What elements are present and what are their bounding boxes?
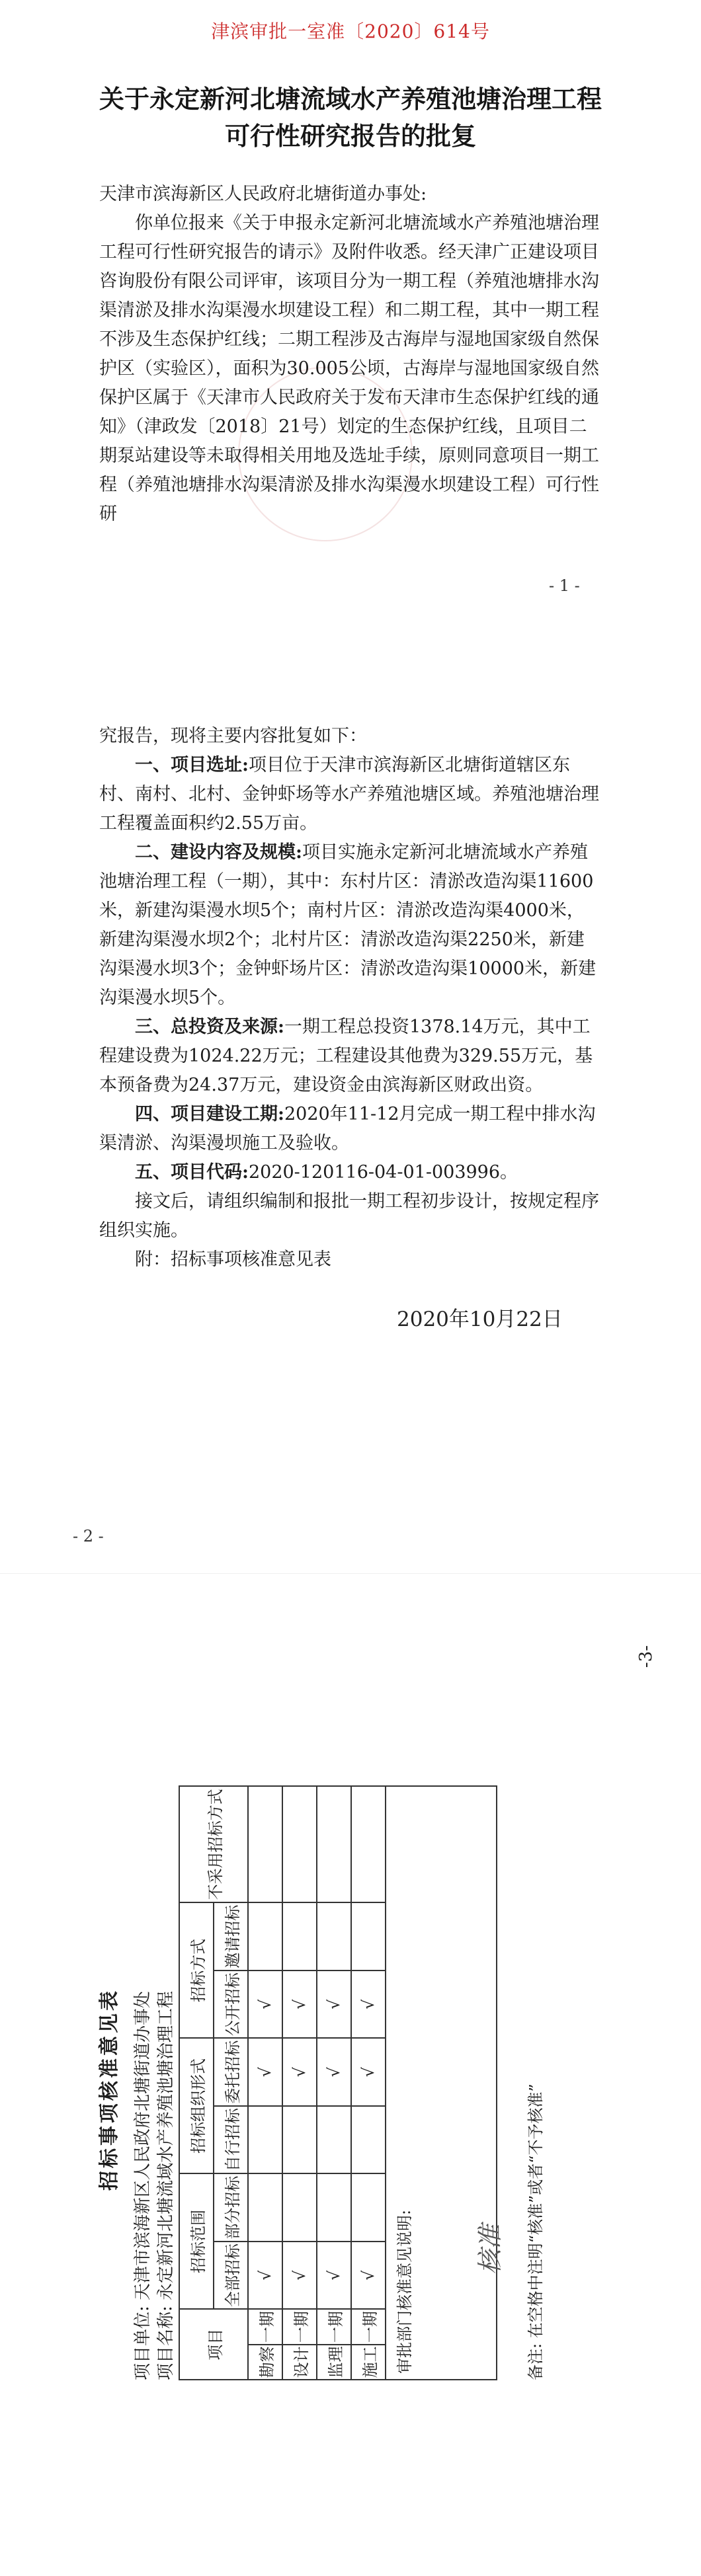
row-label: 勘察 xyxy=(248,2345,282,2380)
cell-self xyxy=(351,2106,386,2174)
cell-invite xyxy=(248,1902,282,1971)
cell-open: √ xyxy=(248,1971,282,2039)
approval-cell xyxy=(386,1786,497,2380)
attachment-rotated xyxy=(93,1759,575,2420)
head-full: 全部招标 xyxy=(214,2242,248,2310)
section-3-head: 三、总投资及来源: xyxy=(135,1017,284,1037)
table-note: 备注: 在空格中注明“核准”或者“不予核准” xyxy=(526,2084,545,2380)
page-1 xyxy=(0,0,701,621)
cell-full: √ xyxy=(248,2242,282,2310)
doc-number: 津滨审批一室准〔2020〕614号 xyxy=(211,20,490,42)
approval-label: 审批部门核准意见说明: xyxy=(395,2209,414,2374)
approval-handwriting: 核准 xyxy=(475,2224,505,2275)
row-phase: 一期 xyxy=(317,2309,351,2344)
section-1 xyxy=(99,751,602,838)
project-unit: 项目单位: 天津市滨海新区人民政府北塘街道办事处 xyxy=(133,1990,153,2380)
page-number-3: -3- xyxy=(636,1645,657,1668)
head-method: 招标方式 xyxy=(179,1902,214,2038)
section-3-body: 一期工程总投资1378.14万元，其中工程建设费为1024.22万元；工程建设其他费为329.55万元，基本预备费为24.37万元，建设资金由滨海新区财政出资。 xyxy=(99,1017,593,1095)
section-5-body: 2020-120116-04-01-003996。 xyxy=(248,1162,518,1183)
approval-table xyxy=(179,1785,497,2380)
head-self: 自行招标 xyxy=(214,2106,248,2174)
title-line-2: 可行性研究报告的批复 xyxy=(224,121,476,151)
table-row xyxy=(282,1786,317,2380)
paragraph-6: 接文后，请组织编制和报批一期工程初步设计，按规定程序组织实施。 xyxy=(99,1191,599,1241)
approval-row xyxy=(386,1786,497,2380)
cell-none xyxy=(317,1786,351,1902)
cell-none xyxy=(248,1786,282,1902)
head-none: 不采用招标方式 xyxy=(179,1786,248,1902)
cell-agent: √ xyxy=(248,2038,282,2106)
section-4-head: 四、项目建设工期: xyxy=(135,1104,284,1124)
cell-self xyxy=(248,2106,282,2174)
page2-body xyxy=(99,722,602,1274)
table-header-row-1 xyxy=(179,1786,214,2380)
row-phase: 一期 xyxy=(351,2309,386,2344)
cell-self xyxy=(317,2106,351,2174)
section-2 xyxy=(99,838,602,1013)
row-phase: 一期 xyxy=(282,2309,317,2344)
head-scope: 招标范围 xyxy=(179,2173,214,2309)
cell-agent: √ xyxy=(351,2038,386,2106)
page-3 xyxy=(0,1573,701,2576)
project-name: 项目名称: 永定新河北塘流域水产养殖池塘治理工程 xyxy=(156,1990,176,2380)
doc-title xyxy=(0,81,701,155)
head-agent: 委托招标 xyxy=(214,2038,248,2106)
page-2 xyxy=(0,621,701,1573)
section-2-body: 项目实施永定新河北塘流域水产养殖池塘治理工程（一期），其中：东村片区：清淤改造沟渠11600米，新建沟渠漫水坝5个；南村片区：清淤改造沟渠4000米，新建沟渠漫水坝2个；北村片区：清淤改造沟渠2250米，新建沟渠漫水坝3个；金钟虾场片区：清淤改造沟渠10000米，新建沟渠漫水坝5个。 xyxy=(99,842,597,1008)
row-phase: 一期 xyxy=(248,2309,282,2344)
cell-agent: √ xyxy=(282,2038,317,2106)
page1-body xyxy=(99,180,602,529)
cell-invite xyxy=(282,1902,317,1971)
head-org: 招标组织形式 xyxy=(179,2038,214,2173)
section-5 xyxy=(99,1158,602,1187)
head-open: 公开招标 xyxy=(214,1971,248,2039)
cell-full: √ xyxy=(317,2242,351,2310)
cell-part xyxy=(351,2173,386,2242)
cell-none xyxy=(351,1786,386,1902)
cell-invite xyxy=(317,1902,351,1971)
section-5-head: 五、项目代码: xyxy=(135,1162,249,1183)
page-number-1: - 1 - xyxy=(549,576,580,595)
row-label: 施工 xyxy=(351,2345,386,2380)
cell-full: √ xyxy=(351,2242,386,2310)
table-row xyxy=(317,1786,351,2380)
section-3 xyxy=(99,1013,602,1100)
paragraph-1: 你单位报来《关于申报永定新河北塘流域水产养殖池塘治理工程可行性研究报告的请示》及附件收悉。经天津广正建设项目咨询股份有限公司评审，该项目分为一期工程（养殖池塘排水沟渠清淤及排水沟渠漫水坝建设工程）和二期工程，其中一期工程不涉及生态保护红线；二期工程涉及古海岸与湿地国家级自然保护区（实验区），面积为30.005公顷，古海岸与湿地国家级自然保护区属于《天津市人民政府关于发布天津市生态保护红线的通知》（津政发〔2018〕21号）划定的生态保护红线，且项目二期泵站建设等未取得相关用地及选址手续，原则同意项目一期工程（养殖池塘排水沟渠清淤及排水沟渠漫水坝建设工程）可行性研 xyxy=(99,213,599,524)
paragraph-cont: 究报告，现将主要内容批复如下： xyxy=(99,726,367,746)
table-row xyxy=(351,1786,386,2380)
issue-date: 2020年10月22日 xyxy=(397,1308,563,1331)
title-line-1: 关于永定新河北塘流域水产养殖池塘治理工程 xyxy=(99,84,602,114)
attachment-line: 附：招标事项核准意见表 xyxy=(135,1249,331,1270)
section-1-body: 项目位于天津市滨海新区北塘街道辖区东村、南村、北村、金钟虾场等水产养殖池塘区域。养殖池塘治理工程覆盖面积约2.55万亩。 xyxy=(99,755,599,834)
cell-invite xyxy=(351,1902,386,1971)
cell-part xyxy=(248,2173,282,2242)
page-number-2: - 2 - xyxy=(73,1527,104,1545)
attachment-title: 招标事项核准意见表 xyxy=(98,1988,121,2191)
head-invite: 邀请招标 xyxy=(214,1902,248,1971)
cell-none xyxy=(282,1786,317,1902)
cell-open: √ xyxy=(282,1971,317,2039)
cell-part xyxy=(317,2173,351,2242)
section-1-head: 一、项目选址: xyxy=(135,755,249,775)
head-part: 部分招标 xyxy=(214,2173,248,2242)
table-row xyxy=(248,1786,282,2380)
section-4-body: 2020年11-12月完成一期工程中排水沟渠清淤、沟渠漫坝施工及验收。 xyxy=(99,1104,596,1153)
row-label: 设计 xyxy=(282,2345,317,2380)
cell-agent: √ xyxy=(317,2038,351,2106)
cell-full: √ xyxy=(282,2242,317,2310)
cell-part xyxy=(282,2173,317,2242)
section-2-head: 二、建设内容及规模: xyxy=(135,842,302,863)
addressee: 天津市滨海新区人民政府北塘街道办事处: xyxy=(99,184,427,204)
head-project: 项目 xyxy=(179,2309,248,2380)
cell-open: √ xyxy=(351,1971,386,2039)
cell-open: √ xyxy=(317,1971,351,2039)
section-4 xyxy=(99,1100,602,1158)
row-label: 监理 xyxy=(317,2345,351,2380)
cell-self xyxy=(282,2106,317,2174)
